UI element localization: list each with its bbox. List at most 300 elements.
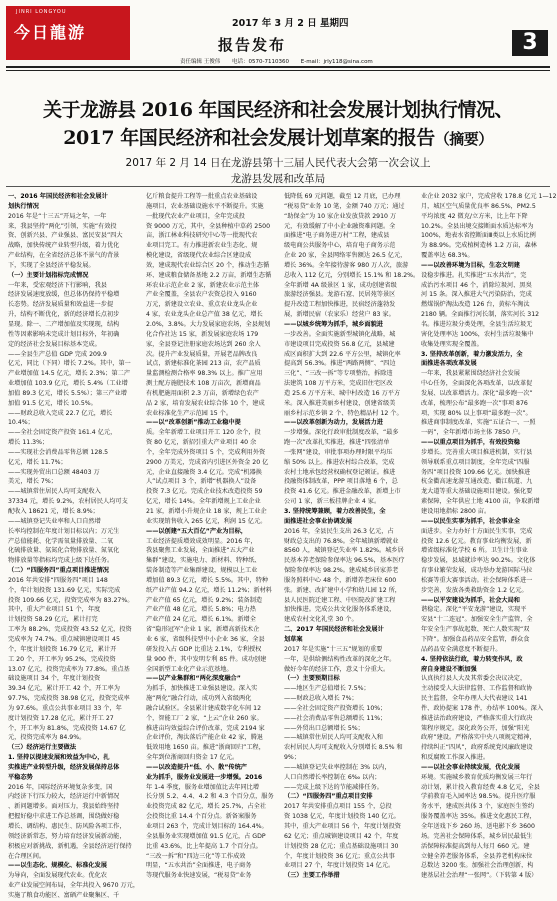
body-text-line: 10.4%； xyxy=(8,419,34,427)
body-text-line: ——全社会固定资产投资增长 10%； xyxy=(284,704,387,712)
body-text-line: 业 6 家，省级科技型中小企业 36 家，全县 xyxy=(146,635,265,643)
body-text-line: ——城镇登记失业率控制在 3% 以内， xyxy=(284,763,391,771)
body-text-line: ——城镇常住居民人均可支配收入 xyxy=(8,488,101,496)
body-text-line: 丽乡村示范乡镇 2 个、特色精品村 12 个。 xyxy=(284,409,403,417)
contact-line xyxy=(180,57,383,65)
body-text-line: 一年来，受宏观经济下行影响，我县 xyxy=(8,281,107,289)
body-text-line: 13.07 亿元，投资完成率为 77.8%。重点基 xyxy=(8,665,130,673)
body-text-line: 一步改善。全面实施新型城镇化战略，城 xyxy=(284,330,396,338)
body-text-line: 增长 11.3%； xyxy=(8,439,49,447)
column-subheading: （一）主要预期目标 xyxy=(284,675,340,683)
article-column-3 xyxy=(284,192,420,880)
body-text-line: 万元，新建设立农业、重点农业龙头企业 xyxy=(146,301,258,309)
body-text-line: 升，结构不断优化，新的经济增长点初步 xyxy=(8,311,120,319)
body-text-line: 害化处理率达 100%，农村生活垃圾集中 xyxy=(421,330,534,338)
body-text-line: 亿元，增长 14%。全年新增规上工业企业 xyxy=(146,498,261,506)
body-text-line: “税易贷”业务 10 笔，金额 740 万元；通过 xyxy=(284,202,405,210)
body-text-line: 产业产值 24 亿元，增长 6.1%。新增全 xyxy=(146,616,256,624)
logo-title: 今日龍游 xyxy=(14,23,87,42)
column-subheading: ——以改革创新为动力，发展活力进 xyxy=(284,419,383,427)
body-text-line: 一张网”建设，审批事项办理时限平均压 xyxy=(284,448,393,456)
body-text-line: 全年到位浙商回归资金 17 亿元。 xyxy=(146,754,239,762)
body-text-line: 全国新型工业化产业示范基地。 xyxy=(146,665,233,673)
body-text-line: 务四”项目投资 109.66 亿元。加快推进 xyxy=(421,468,531,476)
masthead-rule xyxy=(6,66,550,68)
body-divider xyxy=(6,186,550,187)
body-text-line: 推进商事制度改革，实施“五证合一、一照 xyxy=(421,419,536,427)
column-subheading: ——以民生实事为抓手，社会事业全 xyxy=(421,517,520,525)
body-text-line: 下，实现了全县经济平稳发展。 xyxy=(8,261,95,269)
editor-credit: 责任编辑 王俊伟 xyxy=(180,59,221,65)
body-text-line: 试点，新建标准化茶园 213 亩，农产品质 xyxy=(146,360,261,368)
body-text-line: 龙大道等重大基础设施项目建设。强化要 xyxy=(421,488,533,496)
column-subheading: ——以改造提升“低、小、散”传统产 xyxy=(146,763,247,771)
body-text-line: 民基本养老保险参保率达 96.5%，基本医疗 xyxy=(284,557,405,565)
body-text-line: 业项目 263 个，完成计划目标的 164.4%。 xyxy=(146,823,268,830)
body-text-line: 资 1038 亿元，年度计划投资 140 亿元。 xyxy=(284,813,400,821)
body-text-line: 投资 109.66 亿元，投资完成率为 83.27%。 xyxy=(8,596,134,604)
body-text-line: ——城镇登记失业率和人口自然增 xyxy=(8,517,101,525)
body-text-line: 加快推进。完成公共文化服务体系建设， xyxy=(284,606,396,614)
body-text-line: 业产业发展空间布局，全年共投入 9670 万元， xyxy=(8,882,140,890)
column-subheading: ——以创建“五大百亿”产业为目标， xyxy=(146,527,247,535)
body-text-line: 步完善，发放各类救助资金 1.2 亿元。 xyxy=(421,586,528,594)
body-text-line: 米。深入推进美丽乡村建设，创建省级美 xyxy=(284,399,396,407)
body-text-line: 加值 91.5 亿元，增长 10.5%。 xyxy=(8,399,97,407)
body-text-line: 立健全养老服务体系，全县养老机构床位 xyxy=(421,852,533,860)
body-text-line: 务水平，建成医共体 3 个，家庭医生签约 xyxy=(421,803,535,811)
body-text-line: 河 15 条。深入推进大气污染防治，完成 xyxy=(421,291,532,299)
body-text-line: 成区面积扩大到 22.6 平方公里，城镇化率 xyxy=(284,350,401,358)
body-text-line: 资、创新兴县、产业强县、富民安县”四大 xyxy=(8,232,123,240)
headline-line-2 xyxy=(0,123,556,150)
column-subheading: 1. 坚持以提速发展和效益为中心，扎 xyxy=(8,754,110,762)
column-subheading: 实推进产业转型升级，经济发展保持总体 xyxy=(8,763,120,771)
column-subheading: （三）经济运行主要做法 xyxy=(8,744,77,752)
body-text-line: 来，我县坚持“两化”引领，实施“有效投 xyxy=(8,222,117,230)
issue-date: 2017 年 3 月 2 日 星期四 xyxy=(232,18,349,29)
body-text-line: 财政总支出的 76.8%。全年城镇新增就业 xyxy=(284,537,399,545)
body-text-line: 公司 1 家，新三板挂牌企业 4 家。 xyxy=(284,498,381,506)
body-text-line: ——财政总收入完成 22.7 亿元，增长 xyxy=(8,409,113,417)
body-text-line: 业项目 27 个，年度计划投资 14 亿元。 xyxy=(284,862,395,870)
body-text-line: 个，年度计划投资 36 亿元；重点公共事 xyxy=(284,852,395,860)
body-text-line: 市建设项目完成投资 56.8 亿元，县城建 xyxy=(284,340,395,348)
body-text-line: 认真执行县人大及其常委会决议决定， xyxy=(421,675,527,683)
body-text-line: 会投资比重 14.4 个百分点。新备案服务 xyxy=(146,813,257,821)
body-text-line: 农业标准化生产示范园 15 个。 xyxy=(146,409,233,417)
section-title: 报告发布 xyxy=(218,36,287,54)
body-text-line: 4 家，农业龙头企业总产值 38 亿元，增长 xyxy=(146,311,263,319)
body-text-line: 计划投资 58.29 亿元，累计打完 xyxy=(8,616,98,624)
body-text-line: 度计划投资 17.28 亿元，累计开工 27 xyxy=(8,714,114,722)
body-text-line: 品 2 家，培育发展农业综合体 10 个，建成 xyxy=(146,399,265,407)
subheadline-author: 龙游县发展和改革局 xyxy=(230,173,326,185)
body-text-line: 松赛等重大赛事活动。社会保障体系进一 xyxy=(421,576,533,584)
body-text-line: 为 88.9%。完成植树造林 1.2 万亩，森林 xyxy=(421,242,537,250)
body-text-line: 施“两化”融合行动，成功列入省级两化 xyxy=(146,695,252,703)
body-text-line: 亩，浙江林业科技研究中心等一批现代农 xyxy=(146,232,258,240)
body-text-line: 产业产值 65 亿元，增长 9.2%；装备制造 xyxy=(146,596,263,604)
body-text-line: 显现。除一、二产增加值及实现现，结构 xyxy=(8,320,120,328)
body-text-line: ——城镇常住居民人均可支配收入和 xyxy=(284,734,383,742)
body-text-line: ——实现社会消费品零售总额 128.5 xyxy=(8,448,109,456)
body-text-line: 9%； xyxy=(284,754,301,762)
body-text-line: 平均浓度 42 微克/立方米，比上年下降 xyxy=(421,212,528,220)
body-text-line: 39.34 亿元，累计开工 42 个，开工率为 xyxy=(8,685,120,693)
body-text-line: 家，全县登记注册家庭农场达到 260 余人 xyxy=(146,340,261,348)
body-text-line: 37334 元，增长 9.2%，农村居民人均可支 xyxy=(8,498,128,506)
masthead xyxy=(0,0,556,66)
body-text-line: ——社会消费品零售总额增长 11%； xyxy=(284,714,387,722)
body-text-line: 旅游经济强县。龙游石窟、民居苑等景区 xyxy=(284,291,396,299)
body-text-line: 产总值能耗、化学需氧量排放量、二氧 xyxy=(8,537,114,545)
body-text-line: 业项目完工。有力推进新农业生态化、规 xyxy=(146,242,258,250)
column-subheading: ——以城乡统筹为抓手，城乡面貌进 xyxy=(284,320,383,328)
body-text-line: 物排放量等指标均完成上级下达任务。 xyxy=(8,557,114,565)
body-text-line: ——外贸出口总额增长 5%； xyxy=(284,724,364,732)
body-text-line: 产业结构，在全省经济总体不景气的背景 xyxy=(8,252,120,260)
body-text-line: 谐稳定。深化“平安龙游”建设，实现平 xyxy=(421,606,527,614)
body-text-line: 亿元，同比（下同）增长 7.2%。其中，第一 xyxy=(8,360,131,368)
subheadline-occasion: 2017 年 2 月 14 日在龙游县第十三届人民代表大会第一次会议上 xyxy=(125,157,431,169)
column-subheading: ——以重点项目为抓手，有效投资稳 xyxy=(421,439,520,447)
body-text-line: 资 80 亿元，新招引重大产业项目 40 余 xyxy=(146,439,257,447)
body-text-line: 产业产值 48 亿元，增长 5.8%；电力热 xyxy=(146,606,256,614)
body-text-line: 改革，梳理公布“最多跑一次”事项 876 xyxy=(421,399,528,407)
body-text-line: 和反腐败工作深入推进。 xyxy=(421,754,490,762)
headline-suffix: （摘要） xyxy=(434,130,493,148)
body-text-line: 业投资完成 82 亿元，增长 25.7%，占全社 xyxy=(146,803,267,811)
body-text-line: 积极应对新挑战，新机遇，全县经济运行保持 xyxy=(8,842,132,850)
column-subheading: 划执行情况 xyxy=(8,202,39,210)
body-text-line: 资 9000 万元，其中，全县种植中草药 2500 xyxy=(146,222,271,230)
body-text-line: 实施了粮食功能区、富硒产业聚集区、千 xyxy=(8,891,120,899)
body-text-line: 业实现销售收入 265 亿元，利润 15 亿元。 xyxy=(146,517,267,525)
body-text-line: 政府”建设。严格落实中央八项规定精神， xyxy=(421,734,536,742)
body-text-line: 为抓手，加快推进工业强县建设。深入实 xyxy=(146,685,258,693)
body-text-line: 级电商公共服务中心，培育电子商务示范 xyxy=(284,242,396,250)
column-subheading: ——以社会事业持续发展，优化发展 xyxy=(421,763,520,771)
body-text-line: 内经济下行压力较大，经济运行中新情况 xyxy=(8,793,120,801)
headline-line-1: 关于龙游县 2016 年国民经济和社会发展计划执行情况、 xyxy=(42,99,514,121)
phone-number: 电话：0570-7110360 xyxy=(232,59,289,65)
body-text-line: 领导联系重点项目制度，全年完成“四服 xyxy=(421,458,530,466)
body-text-line: 企业评价，淘汰落后产能企业 42 家，腾退 xyxy=(146,734,263,742)
column-subheading: 划草案 xyxy=(284,635,303,643)
body-text-line: 业企业 2032 家户，完成营收 178.8 亿元 1—12 xyxy=(421,193,557,200)
body-text-line: 品药品安全满意度不断提升。 xyxy=(421,645,502,653)
body-text-line: ——完成上级下达的节能减排任务。 xyxy=(284,783,383,791)
body-text-line: 一年，是供给侧结构性改革的深化之年。 xyxy=(284,655,396,663)
body-text-line: 全年新增 4A 级景区 1 家，成功创建省级 xyxy=(284,281,397,289)
body-text-line: 个，年计划投资 131.69 亿元，实际完成 xyxy=(8,586,121,594)
body-text-line: 农村居民人均可支配收入分别增长 8.5% 和 xyxy=(284,744,403,752)
body-text-line: 覆盖率达 68.3%。 xyxy=(421,252,474,260)
body-text-line: 服务照料中心 48 个，新增养老床位 600 xyxy=(284,576,397,584)
body-text-line: 展，新增民宿（农家乐）经营户 83 家。 xyxy=(284,311,395,319)
column-subheading: 3. 坚持改革创新，着力激发活力，全 xyxy=(421,350,523,358)
body-text-line: 明显，“五水共治”全面推进，电子商务 xyxy=(146,862,252,870)
body-text-line: 投资 12.6 亿元。教育事业均衡发展，新 xyxy=(421,537,532,545)
body-text-line: 造 25.6 万平方米、城中村改造 16 万平方 xyxy=(284,389,401,397)
body-text-line: 县人民医院迁建工程、中医院改扩建工程 xyxy=(284,596,396,604)
body-text-line: 提高到 56.3%。推进“两路两侧”、“四边 xyxy=(284,360,396,368)
body-text-line: 其中，重大产业项目 56 个，年度计划投资 xyxy=(284,823,401,830)
body-text-line: 100%，地表水省控断面Ⅲ类以上水质比例 xyxy=(421,232,536,240)
body-text-line: 件、政协提案 178 件，办结率 100%。深入 xyxy=(421,704,544,712)
column-subheading: （一）主要计划指标完成情况 xyxy=(8,271,89,279)
body-text-line: 亿元，增长 11.7%； xyxy=(8,458,67,466)
body-text-line: 跑一次”改革扎实推进，推进“四张清单 xyxy=(284,439,390,447)
body-text-line: 一批现代农业产业项目，全年完成投 xyxy=(146,212,245,220)
body-text-line: 元，企业直接融资 3.4 亿元。完成“机器换 xyxy=(146,468,262,476)
body-text-line: 张。新建、改扩建中小学和幼儿园 12 所， xyxy=(284,586,401,594)
body-text-line: 低效用地 1650 亩。推进“浙商回归”工程， xyxy=(146,744,265,752)
body-text-line: 在合理区间。 xyxy=(8,852,46,860)
body-text-line: 配收入 18621 元，增长 8.9%； xyxy=(8,508,99,515)
body-text-line: 计划投资 28 亿元；重点基础设施项目 30 xyxy=(284,842,399,850)
body-text-line: 元，有效缓解了中小企业融资难问题。全 xyxy=(284,222,396,230)
body-text-line: 投资 7.3 亿元。完成企业技术改造投资 59 xyxy=(146,488,263,496)
body-text-line: 美元，增长 7%； xyxy=(8,478,57,486)
body-text-line: 企业 20 家，全县网络零售额达 26.5 亿元， xyxy=(284,252,407,260)
body-text-line: 比重 43.6%，比上年提高 1.7 个百分点。 xyxy=(146,842,262,850)
body-text-line: 装备制造等产业集群建设，规模以上工业 xyxy=(146,567,258,575)
body-text-line: 增长、调结构、惠民生、防风险各项工作， xyxy=(8,823,126,830)
body-text-line: 育事业繁荣发展，成功举办龙游国际马拉 xyxy=(421,567,533,575)
body-text-line: 活保障标准提高到每人每月 660 元。建 xyxy=(421,842,530,850)
body-text-line: 融合试验区。全县累计建成数字化车间 12 xyxy=(146,704,262,712)
body-text-line: 把握好稳中求进工作总基调，围绕做好稳 xyxy=(8,813,120,821)
body-text-line: 年 1-4 季度，服务业增加值比去年同比增 xyxy=(146,783,260,791)
body-text-line: 长分别 5.2、4.4、4.2 和 4.3 个百分点，服务 xyxy=(146,793,274,801)
body-text-line: 人”试点项目 3 个，新增“机器换人”设备 xyxy=(146,478,257,486)
column-subheading: ——以“改革创新”推动工业稳中提 xyxy=(146,419,241,427)
body-text-line: 推进亩均效益综合评价改革，完成 2194 家 xyxy=(146,724,265,732)
body-text-line: 建成农村文化礼堂 30 个。 xyxy=(284,616,358,624)
body-text-line: 缩 50% 以上。推进农村综合改革，完成 xyxy=(284,458,395,466)
body-text-line: 做好今年的经济工作，意义十分重大。 xyxy=(284,665,390,673)
body-text-line: 增省级标准化学校 6 所。卫生计生事业 xyxy=(421,547,528,555)
body-text-line: 2017 年是实施“十三五”规划的重要 xyxy=(284,645,383,653)
body-text-line: 研发投入占 GDP 比重达 2.1%，专利授权 xyxy=(146,645,262,653)
column-subheading: 府自身建设不断加强 xyxy=(421,665,477,673)
body-text-line: 其中，重大产业项目 51 个，年度 xyxy=(8,606,101,614)
body-text-line: ——财政总收入增长 7%； xyxy=(284,695,358,703)
body-text-line: 2.0%，3.8%。大力发展家庭农场，全县规划 xyxy=(146,320,271,328)
body-text-line: 下降”。加强食品药品安全监管，群众食 xyxy=(421,635,530,643)
body-text-line: 长态势。经济发展质量和效益进一步提 xyxy=(8,301,114,309)
body-text-line: 集群”建设，实施电力、新材料、特种纸、 xyxy=(146,557,261,565)
body-text-line: 低降低 69 元问题，截至 12 月底，已办理 xyxy=(284,193,401,200)
body-text-line: 名。推进垃圾分类处理，全县生活垃圾无 xyxy=(421,320,533,328)
column-subheading: 4. 坚持依法行政，着力转变作风，政 xyxy=(421,655,523,663)
body-text-line: 经济发展速度放缓，但总体仍保持平稳增 xyxy=(8,291,120,299)
body-text-line: 2016 年共安排“四服务四”项目 148 xyxy=(8,576,108,584)
newspaper-logo[interactable] xyxy=(6,6,130,60)
body-text-line: ——全县生产总值 GDP 完成 209.9 xyxy=(8,350,107,358)
body-text-line: 效，建成现代农业综合区 20 个，推动生态循 xyxy=(146,261,270,269)
body-text-line: 个，年度计划投资 16.79 亿元，累计开 xyxy=(8,645,117,653)
body-text-line: 亿斤粮食提升工程等一批重点农业基础设 xyxy=(146,193,258,200)
column-subheading: 面推进各项改革发展 xyxy=(421,360,477,368)
column-subheading: ——以生态化、规模化、标准化发展 xyxy=(8,862,107,870)
body-text-line: 面进步。全力办好十方面民生实事，完成 xyxy=(421,527,533,535)
body-text-line: 杭金衢高速龙游互通改造、衢江航道、九 xyxy=(421,478,533,486)
body-text-line: 产业增加值 14.5 亿元，增长 2.3%；第二产 xyxy=(8,370,131,378)
body-text-line: 个，智能工厂 2 家，“上云”企业 260 家。 xyxy=(146,714,263,722)
body-text-line: 省“隐形冠军”企业 1 家，新增高新技术企 xyxy=(146,626,260,634)
body-text-line: 定的经济社会发展目标基本完成。 xyxy=(8,340,101,348)
body-text-line: 、新问题增多。面对压力，我县始终坚持 xyxy=(8,803,120,811)
body-text-line: 中心任务，全面深化各项改革，以改革促 xyxy=(421,380,533,388)
body-text-line: 民主监督，全年办理人大代表建议 141 xyxy=(421,695,528,703)
body-text-line: 础设施项目 34 个，年度计划投资 xyxy=(8,675,101,683)
body-text-line: 面推进“电子商务进万村”工程，建成县 xyxy=(284,232,390,240)
body-text-line: 燃煤锅炉淘汰改造 126 台，黄标车淘汰 xyxy=(421,301,530,309)
body-text-line: 保险参保率达 98.2%。建成城乡居家养老 xyxy=(284,567,399,575)
body-text-line: 测土配方施肥技术 108 万亩次，新增商品 xyxy=(146,380,261,388)
body-text-line: 场。完善社会保障体系，城乡居民最低生 xyxy=(421,832,533,840)
body-text-line: 持续纠正“四风”，政府系统党风廉政建设 xyxy=(421,744,533,752)
body-text-line: 有机肥施用面积 2.3 万亩，新增绿色农产 xyxy=(146,389,259,397)
column-subheading: 一、2016 年国民经济和社会发展计 xyxy=(8,193,108,200)
body-text-line: 完成率为 74.7%。重点城镇建设项目 45 xyxy=(8,635,120,643)
body-text-line: 投融资体制改革，PPP 项目落地 6 个，总 xyxy=(284,478,398,486)
body-text-line: 学前教育毛入园率达 98.5%。提升医疗服 xyxy=(421,793,536,801)
body-text-line: 量监测检测合格率 98.3% 以上。推广应用 xyxy=(146,370,263,378)
article-column-4 xyxy=(421,192,557,880)
body-text-line: 素保障，全年供应土地 4100 亩，争取新增 xyxy=(421,498,540,506)
headline-line-2-main: 2017 年国民经济和社会发展计划草案的报告 xyxy=(63,127,435,149)
column-subheading: 二、2017 年国民经济和社会发展计 xyxy=(284,626,384,634)
body-text-line: 等现代服务业快速发展，“税易贷”业务 xyxy=(146,872,252,880)
body-text-line: 量 900 件，其中发明专利 85 件。成功创建 xyxy=(146,655,267,663)
column-subheading: （三）主要工作举措 xyxy=(284,872,340,880)
body-text-line: 建设用地指标 2800 亩。 xyxy=(421,508,491,515)
body-text-line: 动计划，累计投入教育经费 4.8 亿元，全县 xyxy=(421,783,540,791)
body-text-line: 全县服务业实现增加值 91.5 亿元，占 GDP xyxy=(146,832,266,840)
article-column-2 xyxy=(146,192,277,880)
body-text-line: 纸产业产值 94.2 亿元，增长 11.2%；新材料 xyxy=(146,586,272,594)
body-text-line: 增加值 89.3 亿元，增长 5.5%。其中，特种 xyxy=(146,576,269,584)
body-text-line: 三化”、“三改一拆”等专项整治，拆除违 xyxy=(284,370,393,378)
body-text-line: 总收入 112 亿元，分别增长 15.1% 和 18.2%。 xyxy=(284,271,420,279)
body-text-line: 收集处理实现全覆盖。 xyxy=(421,340,483,348)
body-text-line: 化合作社达 15 家，新发展家庭农场 179 xyxy=(146,330,259,338)
body-text-line: 工率为 88.2%，完成投资 43.52 亿元，投资 xyxy=(8,626,132,634)
body-text-line: 设稳步推进。扎实推进“五水共治”，完 xyxy=(421,271,527,279)
body-text-line: 10.2%。全县出境交接断面水质达标率为 xyxy=(421,222,534,230)
body-text-line: ——实现外贸出口总额 48403 万 xyxy=(8,468,100,476)
article-column-1 xyxy=(8,192,140,899)
body-text-line: 模化建设，省级现代农业综合区建设成 xyxy=(146,252,252,260)
body-text-line: 服务覆盖率达 35%。推进文化惠民工程， xyxy=(421,813,536,821)
column-subheading: ——以改善环境为目标，生态文明建 xyxy=(421,261,520,269)
body-text-line: 领经济新常态，努力培育经济发展新动能， xyxy=(8,832,126,840)
body-text-line: 8560 人，城镇登记失业率 1.82%。城乡居 xyxy=(284,547,404,555)
column-subheading: ——以产业集群和“两化深度融合” xyxy=(146,675,241,683)
body-text-line: 投资 41.6 亿元。推进金融改革，新增上市 xyxy=(284,488,401,496)
column-subheading: ——以平安建设为抓手，社会大局和 xyxy=(421,596,520,604)
body-text-line: 一年来，我县紧紧围绕经济社会发展 xyxy=(421,370,520,378)
body-text-line: 2180 辆。全面推行河长制，落实河长 312 xyxy=(421,311,540,319)
body-text-line: 21 家，新增小升规企业 18 家，规上工业企 xyxy=(146,508,267,515)
body-text-line: 农村土地承包经营权确权登记颁证。推进 xyxy=(284,468,396,476)
body-text-line: 个，全年完成外资项目 5 个，完成利用外资 xyxy=(146,448,266,456)
body-text-line: 环境。实施城乡教育优质均衡发展三年行 xyxy=(421,773,533,781)
body-text-line: 安县“十二连冠”。加强安全生产监管，全 xyxy=(421,616,533,624)
email-address[interactable]: E-mail：jrly118@sina.com xyxy=(300,59,373,65)
column-subheading: （二）“四服务四”重点项目安排 xyxy=(284,793,373,801)
body-text-line: 62 亿元；重点城镇建设项目 42 个，年度 xyxy=(284,832,399,840)
body-text-line: 产业全覆盖，全县农户农资总投入 9160 xyxy=(146,291,257,299)
body-text-line: 建基层社会治理“一张网”。（下转第 4 版） xyxy=(421,872,538,880)
body-text-line: 业增加值 103.9 亿元，增长 5.4%（工业增 xyxy=(8,380,128,388)
body-text-line: “三改一拆”和“四边三化”等工作成效 xyxy=(146,852,246,860)
body-text-line: 发展、以改革增活力。深化“最多跑一次” xyxy=(421,389,533,397)
page-number: 3 xyxy=(512,30,548,56)
body-text-line: 质。全年新增工业项目开工 120 余个，投 xyxy=(146,429,261,437)
body-text-line: 2016 年，全县民生支出 26.3 亿元，占 xyxy=(284,527,394,535)
body-text-line: 2900 万美元，完成省内引进区外资金 20 亿 xyxy=(146,458,269,466)
body-text-line: 法建筑 108 万平方米，完成旧住宅区改 xyxy=(284,380,393,388)
column-subheading: 面推进社会事业协调发展 xyxy=(284,517,353,525)
body-text-line: 人口自然增长率控制在 6‰ 以内； xyxy=(284,773,381,781)
body-text-line: “助保金”为 10 家企业发放贷款 2910 万 xyxy=(284,212,397,220)
body-text-line: 97.7%，完成投资 38.98 亿元，投资完成率 xyxy=(8,695,130,703)
body-text-line: 长率均控制在年度计划目标以内；万元生 xyxy=(8,527,120,535)
column-subheading: （二）“四服务四”重点项目推进情况 xyxy=(8,567,109,575)
body-text-line: 次。提升产业发展质量，开展老品牌改良 xyxy=(146,350,258,358)
body-text-line: ——全社会固定资产投资 161.4 亿元， xyxy=(8,429,117,437)
column-subheading: 3. 坚持统筹兼顾，着力改善民生，全 xyxy=(284,508,386,515)
logo-pinyin: JINRI LONGYOU xyxy=(16,9,67,15)
body-text-line: 环、建成粮食储备基地 2.2 万亩，新增生态循 xyxy=(146,271,272,279)
body-text-line: 增长 36%。全年接待游客 980 万人次，旅游 xyxy=(284,261,409,269)
body-text-line: 2016 年是“十三五”开局之年，一年 xyxy=(8,212,107,220)
body-text-line: 年安全生产事故起数、死亡人数实现“双 xyxy=(421,626,530,634)
body-text-line: 元，投资完成率为 84.9%。 xyxy=(8,734,86,742)
body-text-line: 成治污水项目 46 个，消除垃圾河、黑臭 xyxy=(421,281,532,289)
body-text-line: 环农业示范企业 2 家，新建农业示范主体 xyxy=(146,281,260,289)
masthead-rule-thin xyxy=(6,70,550,71)
body-text-line: 为导向，全面发展现代农业。优化农 xyxy=(8,872,107,880)
column-subheading: 平稳态势 xyxy=(8,773,33,781)
body-text-line: 战略，加快传统产业转型升级，着力优化 xyxy=(8,242,120,250)
body-text-line: 总数达 3200 张。加强社会治理创新，构 xyxy=(421,862,534,870)
body-text-line: ——地区生产总值增长 7.5%； xyxy=(284,685,370,693)
body-text-line: 工业经济提质增效成效明显。2016 年， xyxy=(146,537,257,545)
body-text-line: 工 20 个，开工率为 95.2%，完成投资 xyxy=(8,655,116,663)
body-text-line: 个，开工率为 81.8%，完成投资 14.67 亿 xyxy=(8,724,126,732)
body-text-line: 我县聚焦工业发展，全面推进“五大产业 xyxy=(146,547,255,555)
body-text-line: 提升改造工程加快推进，民宿经济蓬勃发 xyxy=(284,301,396,309)
body-text-line: 项，实现 80% 以上事项“最多跑一次”。 xyxy=(421,409,532,417)
body-text-line: 加值 89.3 亿元，增长 5.5%）；第三产业增 xyxy=(8,389,127,397)
body-text-line: 化硫排放量、氨氮化合物排放量、氮氧化 xyxy=(8,547,120,555)
body-text-line: 2016 年，国际经济环境复杂多变，国 xyxy=(8,783,113,791)
body-text-line: 2017 年共安排重点项目 155 个，总投 xyxy=(284,803,392,811)
body-text-line: 一码”，全年新增市场主体 7850 户。 xyxy=(421,429,525,437)
body-text-line: 一步增强。深化行政审批制度改革，“最多 xyxy=(284,429,399,437)
body-text-line: 主动接受人大法律监督、工作监督和政协 xyxy=(421,685,533,693)
body-text-line: 施项目，农业基础设施水平不断提升。实施 xyxy=(146,202,264,210)
body-text-line: 推进法治政府建设，严格落实重大行政决 xyxy=(421,714,533,722)
body-text-line: 步增长。完善重大项目推进机制，实行县 xyxy=(421,448,533,456)
body-text-line: 稳步发展，县域就诊率达 90.2%。文化体 xyxy=(421,557,536,565)
